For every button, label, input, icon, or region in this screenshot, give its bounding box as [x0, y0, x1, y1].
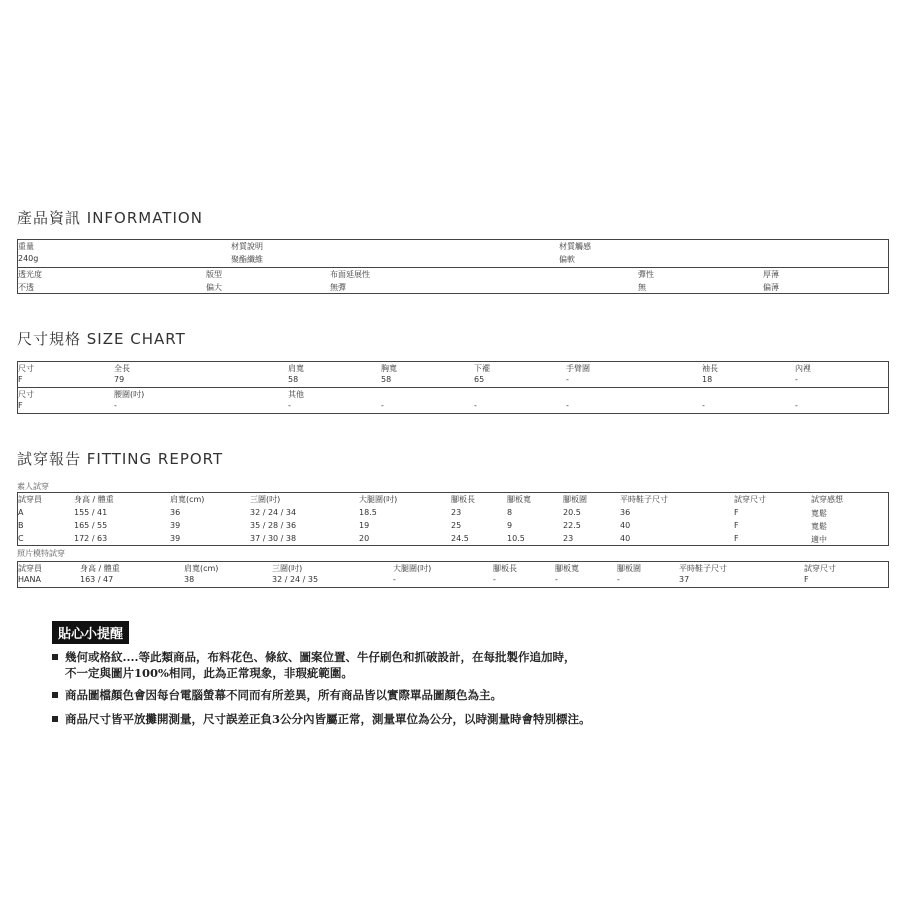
md-cell: HANA: [18, 575, 41, 584]
am-h-shoesize: 平時鞋子尺寸: [620, 495, 668, 504]
am-cell: 35 / 28 / 36: [250, 521, 297, 530]
am-cell: 寬鬆: [811, 522, 827, 531]
tip-line: 商品尺寸皆平放攤開測量，尺寸誤差正負3公分內皆屬正常，測量單位為公分，以時測量時會特別標注。: [65, 712, 591, 726]
am-h-shoulder: 肩寬(cm): [170, 495, 205, 504]
am-h-feel: 試穿感想: [811, 495, 843, 504]
info-row-divider: [17, 267, 889, 268]
md-h-shoulder: 肩寬(cm): [184, 564, 219, 573]
am-h-bwh: 三圍(吋): [250, 495, 281, 504]
am-h-tester: 試穿員: [18, 495, 42, 504]
am-cell: 40: [620, 521, 631, 530]
size-h1-size: 尺寸: [18, 364, 34, 373]
am-cell: 32 / 24 / 34: [250, 508, 297, 517]
am-h-footlen: 腳板長: [451, 495, 475, 504]
size-h1-shoulder: 肩寬: [288, 364, 304, 373]
info-heading: 產品資訊 INFORMATION: [17, 209, 203, 227]
md-h-footcirc: 腳板圍: [617, 564, 641, 573]
md-cell: 38: [184, 575, 195, 584]
am-cell: F: [734, 521, 739, 530]
am-cell: 172 / 63: [74, 534, 108, 543]
size-r1-shoulder: 58: [288, 375, 299, 384]
info-label-weight: 重量: [18, 242, 34, 251]
md-cell: 37: [679, 575, 690, 584]
amateur-label: 素人試穿: [17, 482, 49, 491]
size-r2-waist: -: [114, 401, 117, 410]
size-row-divider: [17, 387, 889, 388]
info-value-stretch: 無彈: [330, 283, 346, 292]
am-cell: 寬鬆: [811, 509, 827, 518]
am-cell: F: [734, 534, 739, 543]
size-r2-c7: -: [795, 401, 798, 410]
tips-title: 貼心小提醒: [52, 621, 129, 644]
am-h-height: 身高 / 體重: [74, 495, 114, 504]
am-cell: 18.5: [359, 508, 377, 517]
am-cell: 39: [170, 534, 181, 543]
size-r2-size: F: [18, 401, 23, 410]
am-cell: 20.5: [563, 508, 581, 517]
md-cell: -: [555, 575, 558, 584]
size-h1-sleeve: 袖長: [702, 364, 718, 373]
tip-line: 商品圖檔顏色會因每台電腦螢幕不同而有所差異，所有商品皆以實際單品圖顏色為主。: [65, 688, 502, 702]
md-h-footwid: 腳板寬: [555, 564, 579, 573]
md-cell: 163 / 47: [80, 575, 114, 584]
am-cell: 24.5: [451, 534, 469, 543]
md-h-shoesize: 平時鞋子尺寸: [679, 564, 727, 573]
table-row: [18, 508, 888, 521]
size-r2-c4: -: [474, 401, 477, 410]
am-cell: 36: [170, 508, 181, 517]
am-cell: 40: [620, 534, 631, 543]
size-h1-lining: 內裡: [795, 364, 811, 373]
am-cell: 25: [451, 521, 462, 530]
info-label-thickness: 厚薄: [763, 270, 779, 279]
size-r1-size: F: [18, 375, 23, 384]
am-cell: 8: [507, 508, 513, 517]
info-value-thickness: 偏薄: [763, 283, 779, 292]
size-r2-other: -: [288, 401, 291, 410]
md-cell: F: [804, 575, 809, 584]
info-label-fit: 版型: [206, 270, 222, 279]
am-cell: 22.5: [563, 521, 581, 530]
info-value-fit: 偏大: [206, 283, 222, 292]
info-value-elastic: 無: [638, 283, 646, 292]
am-cell: 9: [507, 521, 513, 530]
am-cell: 37 / 30 / 38: [250, 534, 297, 543]
am-cell: 10.5: [507, 534, 525, 543]
size-r1-length: 79: [114, 375, 125, 384]
size-r1-arm: -: [566, 375, 569, 384]
am-h-footwid: 腳板寬: [507, 495, 531, 504]
bullet-icon: [52, 654, 58, 660]
am-cell: 適中: [811, 535, 827, 544]
am-h-thigh: 大腿圍(吋): [359, 495, 398, 504]
md-h-footlen: 腳板長: [493, 564, 517, 573]
info-value-weight: 240g: [18, 254, 39, 263]
am-cell: 165 / 55: [74, 521, 108, 530]
tip-line: 幾何或格紋....等此類商品，布料花色、條紋、圖案位置、牛仔刷色和抓破設計，在每批製作追加時，: [65, 650, 576, 664]
bullet-icon: [52, 692, 58, 698]
size-r1-lining: -: [795, 375, 798, 384]
md-cell: -: [393, 575, 396, 584]
am-cell: 23: [451, 508, 462, 517]
bullet-icon: [52, 716, 58, 722]
am-cell: A: [18, 508, 24, 517]
md-h-thigh: 大腿圍(吋): [393, 564, 432, 573]
info-label-stretch: 布面延展性: [330, 270, 370, 279]
table-row: [18, 521, 888, 534]
md-h-tester: 試穿員: [18, 564, 42, 573]
md-h-bwh: 三圍(吋): [272, 564, 303, 573]
info-value-feel: 偏軟: [559, 255, 575, 264]
size-h1-chest: 胸寬: [381, 364, 397, 373]
am-cell: F: [734, 508, 739, 517]
md-cell: -: [493, 575, 496, 584]
info-label-opacity: 透光度: [18, 270, 42, 279]
size-h1-length: 全長: [114, 364, 130, 373]
am-cell: 20: [359, 534, 370, 543]
md-h-trysize: 試穿尺寸: [804, 564, 836, 573]
size-h1-hem: 下襬: [474, 364, 490, 373]
size-r2-c3: -: [381, 401, 384, 410]
md-h-height: 身高 / 體重: [80, 564, 120, 573]
info-value-opacity: 不透: [18, 283, 34, 292]
size-h2-size: 尺寸: [18, 390, 34, 399]
am-h-trysize: 試穿尺寸: [734, 495, 766, 504]
model-label: 照片模特試穿: [17, 549, 65, 558]
tip-item: [52, 649, 576, 681]
table-row: [18, 534, 888, 547]
size-heading: 尺寸規格 SIZE CHART: [17, 330, 186, 348]
info-label-feel: 材質觸感: [559, 242, 591, 251]
size-h2-waist: 腰圍(吋): [114, 390, 145, 399]
info-label-material: 材質說明: [231, 242, 263, 251]
am-h-footcirc: 腳板圍: [563, 495, 587, 504]
am-cell: B: [18, 521, 24, 530]
info-value-material: 聚酯纖維: [231, 255, 263, 264]
am-cell: 39: [170, 521, 181, 530]
size-h2-other: 其他: [288, 390, 304, 399]
tip-item: [52, 711, 591, 727]
am-cell: 19: [359, 521, 370, 530]
size-r1-sleeve: 18: [702, 375, 713, 384]
size-r2-c5: -: [566, 401, 569, 410]
fitting-heading: 試穿報告 FITTING REPORT: [17, 450, 224, 468]
md-cell: 32 / 24 / 35: [272, 575, 319, 584]
am-cell: 155 / 41: [74, 508, 108, 517]
size-h1-arm: 手臂圍: [566, 364, 590, 373]
am-cell: 36: [620, 508, 631, 517]
tip-line-continued: 不一定與圖片100%相同，此為正常現象，非瑕疵範圍。: [65, 666, 353, 680]
tip-item: [52, 687, 502, 703]
am-cell: C: [18, 534, 24, 543]
size-r1-chest: 58: [381, 375, 392, 384]
am-cell: 23: [563, 534, 574, 543]
size-r1-hem: 65: [474, 375, 485, 384]
info-label-elastic: 彈性: [638, 270, 654, 279]
size-r2-c6: -: [702, 401, 705, 410]
table-row: [18, 575, 888, 588]
md-cell: -: [617, 575, 620, 584]
